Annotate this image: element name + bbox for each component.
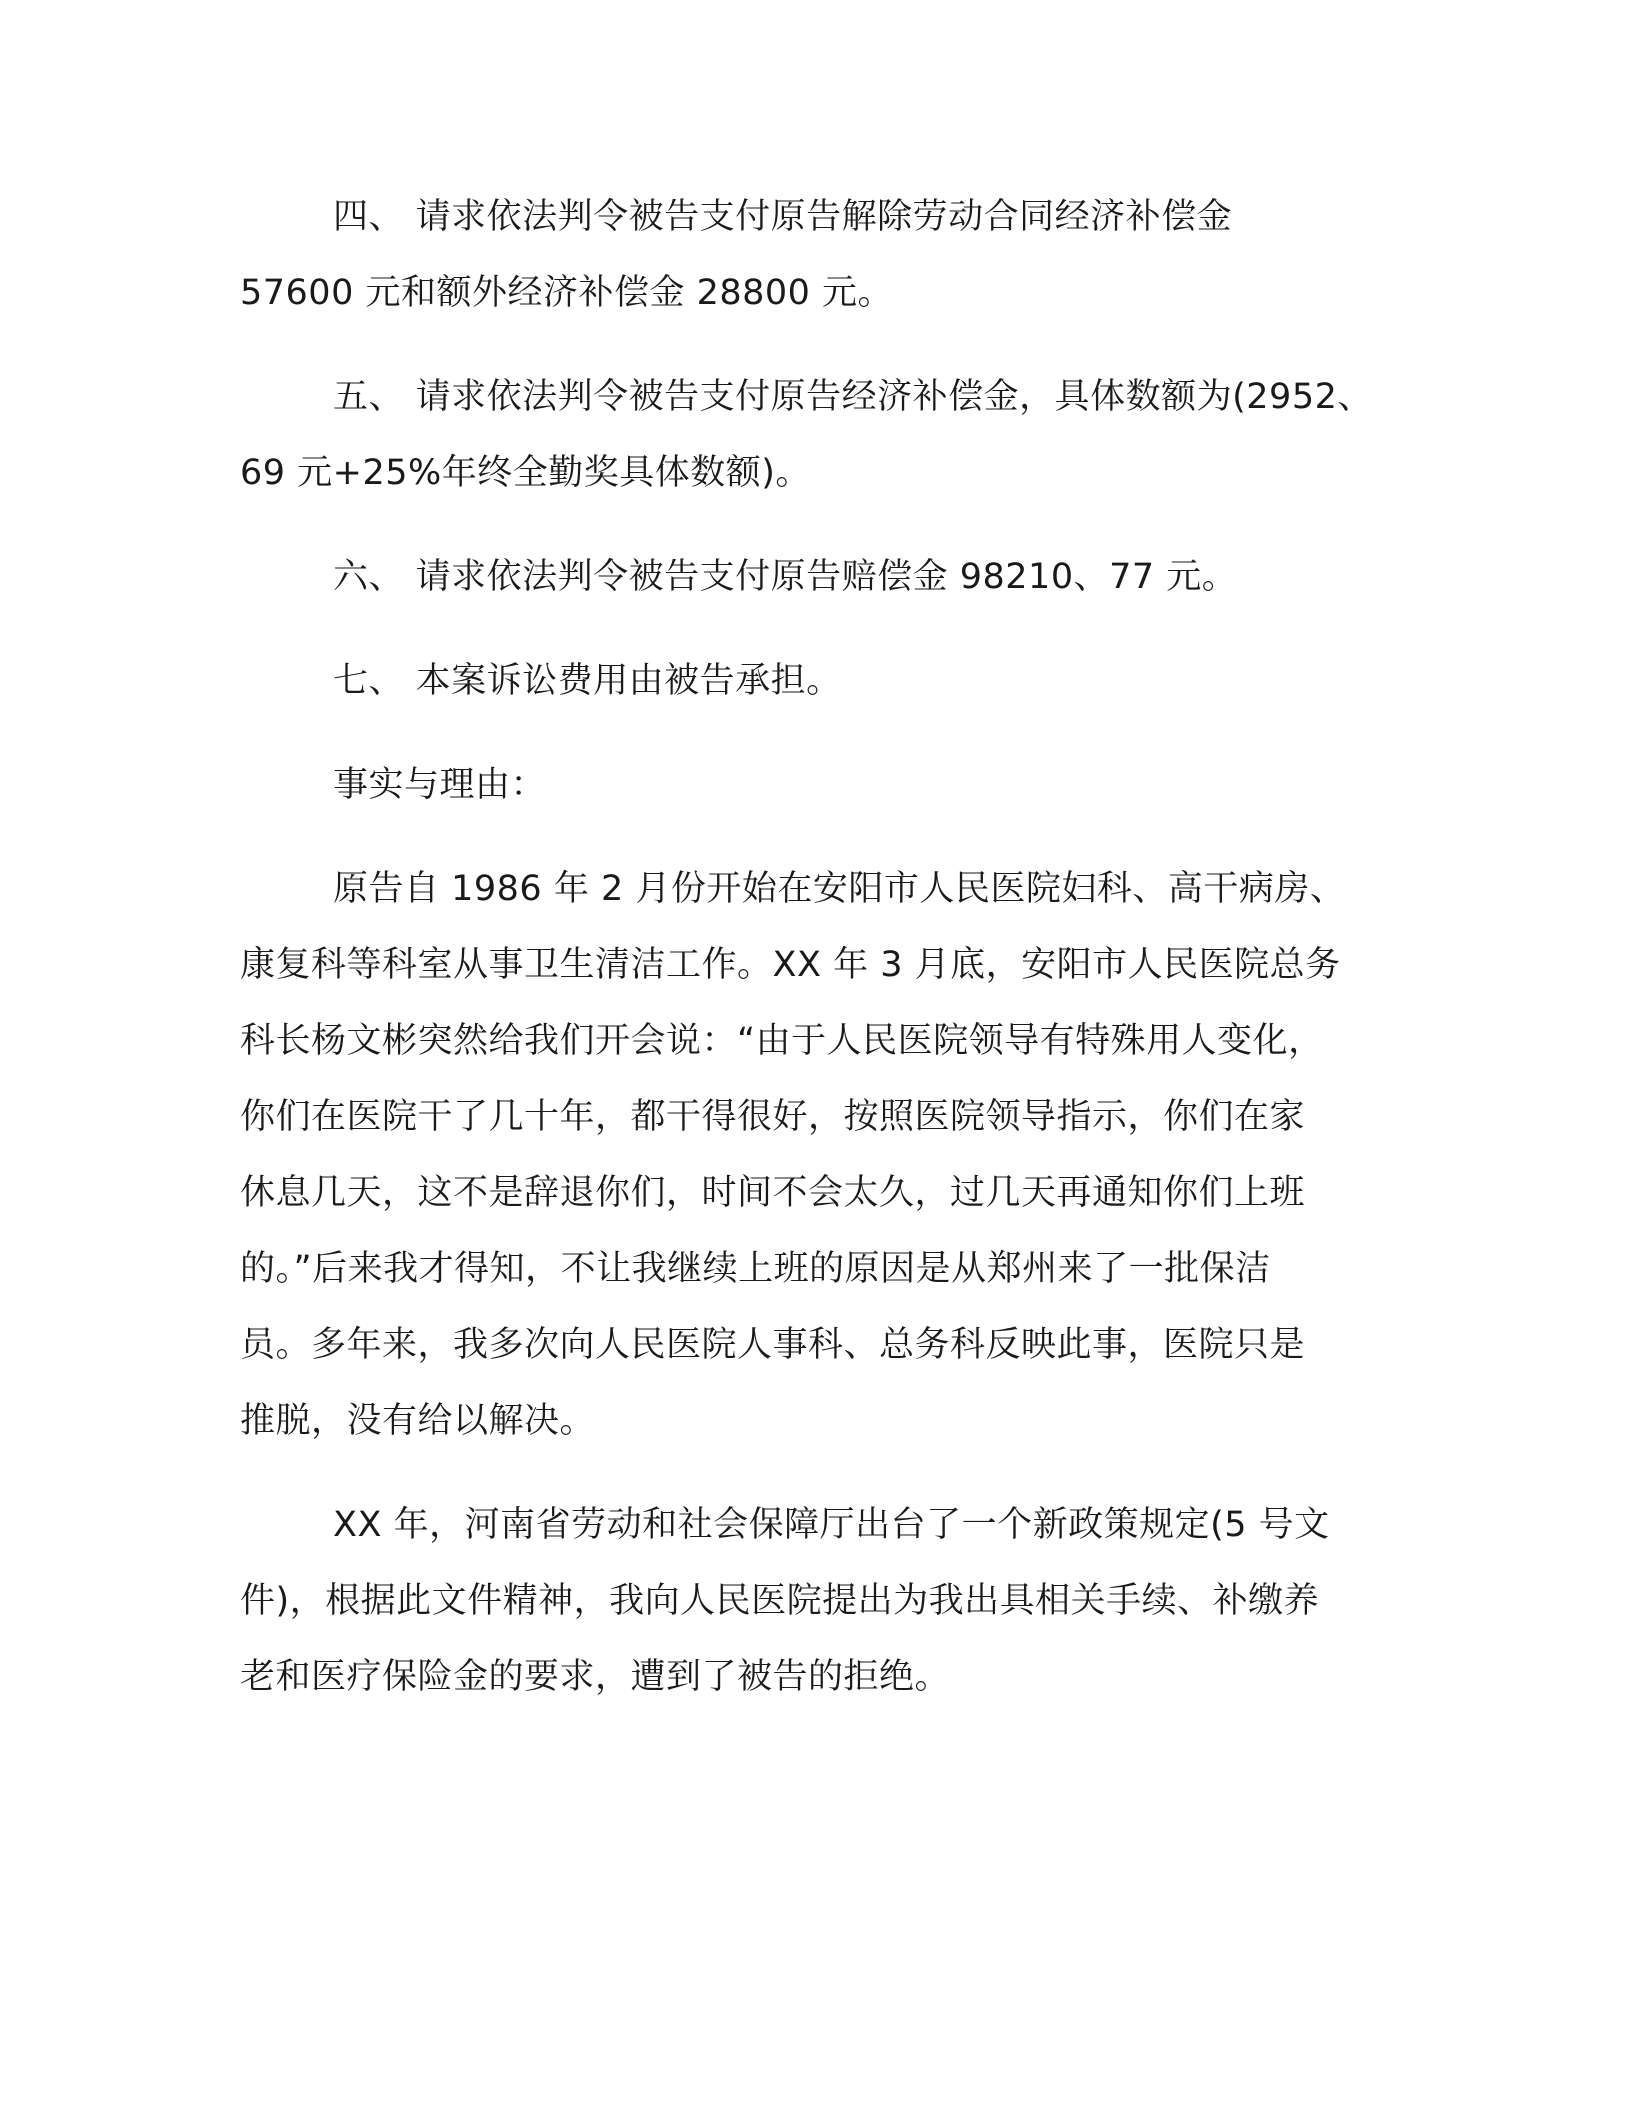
facts-heading: 事实与理由： (333, 765, 547, 805)
facts-paragraph-line-3: 科长杨文彬突然给我们开会说：“由于人民医院领导有特殊用人变化， (240, 1021, 1324, 1061)
policy-paragraph-line-2: 件)，根据此文件精神，我向人民医院提出为我出具相关手续、补缴养 (240, 1581, 1320, 1621)
policy-paragraph-line-1: XX 年，河南省劳动和社会保障厅出台了一个新政策规定(5 号文 (333, 1505, 1330, 1545)
claim-six-line: 六、 请求依法判令被告支付原告赔偿金 98210、77 元。 (333, 557, 1238, 597)
facts-paragraph-line-4: 你们在医院干了几十年，都干得很好，按照医院领导指示，你们在家 (240, 1097, 1306, 1137)
facts-paragraph-line-2: 康复科等科室从事卫生清洁工作。XX 年 3 月底，安阳市人民医院总务 (240, 945, 1341, 985)
claim-four-line-1: 四、 请求依法判令被告支付原告解除劳动合同经济补偿金 (333, 197, 1233, 237)
claim-four-line-2: 57600 元和额外经济补偿金 28800 元。 (240, 273, 894, 313)
policy-paragraph-line-3: 老和医疗保险金的要求，遭到了被告的拒绝。 (240, 1657, 951, 1697)
claim-five-line-1: 五、 请求依法判令被告支付原告经济补偿金，具体数额为(2952、 (333, 377, 1373, 417)
facts-paragraph-line-1: 原告自 1986 年 2 月份开始在安阳市人民医院妇科、高干病房、 (333, 869, 1346, 909)
claim-five-line-2: 69 元+25%年终全勤奖具体数额)。 (240, 453, 811, 493)
facts-paragraph-line-6: 的。”后来我才得知，不让我继续上班的原因是从郑州来了一批保洁 (240, 1249, 1271, 1289)
facts-paragraph-line-5: 休息几天，这不是辞退你们，时间不会太久，过几天再通知你们上班 (240, 1173, 1306, 1213)
facts-paragraph-line-7: 员。多年来，我多次向人民医院人事科、总务科反映此事，医院只是 (240, 1325, 1306, 1365)
claim-seven-line: 七、 本案诉讼费用由被告承担。 (333, 661, 842, 701)
facts-paragraph-line-8: 推脱，没有给以解决。 (240, 1401, 596, 1441)
